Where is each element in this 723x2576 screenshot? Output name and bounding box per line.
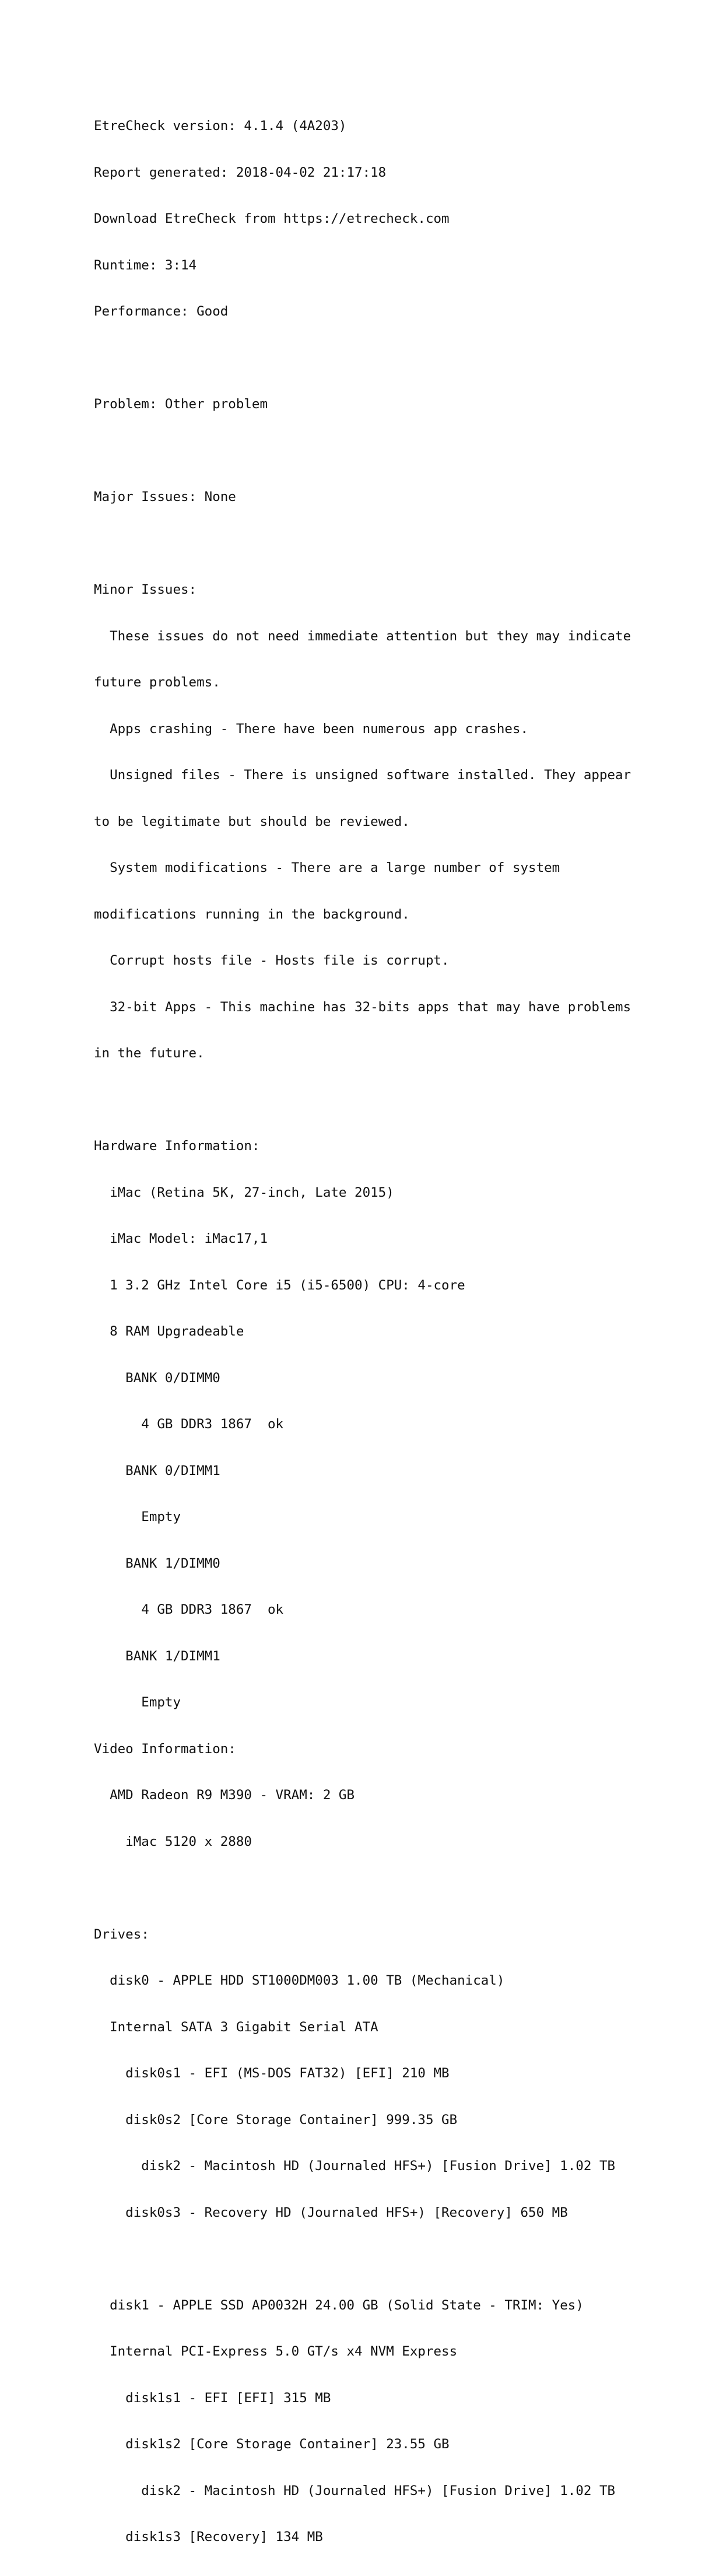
drive-partition: disk0s1 - EFI (MS-DOS FAT32) [EFI] 210 MB	[94, 2066, 450, 2081]
report-line-performance: Performance: Good	[94, 304, 229, 319]
minor-issue-32bit-apps: 32-bit Apps - This machine has 32-bits apps that may have problems	[94, 999, 631, 1015]
blank-line	[94, 1880, 689, 1896]
minor-issue-unsigned-files-cont: to be legitimate but should be reviewed.	[94, 814, 410, 829]
ram-bank-label: BANK 1/DIMM0	[94, 1555, 220, 1571]
drive-interface: Internal PCI-Express 5.0 GT/s x4 NVM Express	[94, 2344, 458, 2359]
ram-bank-value: 4 GB DDR3 1867 ok	[94, 1602, 284, 1617]
hardware-cpu: 1 3.2 GHz Intel Core i5 (i5-6500) CPU: 4-core	[94, 1277, 465, 1293]
blank-line	[94, 536, 689, 552]
report-line-problem: Problem: Other problem	[94, 397, 268, 412]
ram-bank-value: Empty	[94, 1509, 181, 1524]
video-gpu: AMD Radeon R9 M390 - VRAM: 2 GB	[94, 1788, 355, 1803]
minor-issue-32bit-apps-cont: in the future.	[94, 1046, 205, 1061]
minor-issue-unsigned-files: Unsigned files - There is unsigned software installed. They appear	[94, 767, 631, 783]
report-line-version: EtreCheck version: 4.1.4 (4A203)	[94, 118, 347, 134]
ram-bank-label: BANK 1/DIMM1	[94, 1648, 220, 1664]
video-heading: Video Information:	[94, 1741, 236, 1757]
drive-partition: disk1s1 - EFI [EFI] 315 MB	[94, 2390, 331, 2406]
minor-issues-intro: These issues do not need immediate attention but they may indicate	[94, 628, 631, 644]
drive-partition: disk1s2 [Core Storage Container] 23.55 GB	[94, 2437, 450, 2452]
ram-bank-label: BANK 0/DIMM1	[94, 1463, 220, 1478]
blank-line	[94, 1092, 689, 1108]
ram-bank-value: Empty	[94, 1695, 181, 1710]
minor-issue-system-modifications-cont: modifications running in the background.	[94, 906, 410, 922]
report-line-download: Download EtreCheck from https://etrecheck.com	[94, 211, 450, 226]
minor-issues-intro-cont: future problems.	[94, 675, 220, 690]
ram-bank-value: 4 GB DDR3 1867 ok	[94, 1417, 284, 1432]
report-line-runtime: Runtime: 3:14	[94, 257, 197, 273]
minor-issues-heading: Minor Issues:	[94, 582, 197, 597]
report-line-generated: Report generated: 2018-04-02 21:17:18	[94, 164, 387, 180]
drive-interface: Internal SATA 3 Gigabit Serial ATA	[94, 2019, 378, 2035]
blank-line	[94, 351, 689, 366]
drive-partition: disk0s3 - Recovery HD (Journaled HFS+) [Recovery] 650 MB	[94, 2205, 568, 2220]
drive-partition: disk0s2 [Core Storage Container] 999.35 GB	[94, 2112, 458, 2128]
drive-entry: disk1 - APPLE SSD AP0032H 24.00 GB (Solid State - TRIM: Yes)	[94, 2297, 584, 2313]
drive-partition: disk1s3 [Recovery] 134 MB	[94, 2529, 323, 2545]
blank-line	[94, 443, 689, 459]
drive-entry: disk0 - APPLE HDD ST1000DM003 1.00 TB (Mechanical)	[94, 1973, 505, 1988]
minor-issue-apps-crashing: Apps crashing - There have been numerous app crashes.	[94, 721, 529, 737]
video-display: iMac 5120 x 2880	[94, 1834, 252, 1849]
drive-volume: disk2 - Macintosh HD (Journaled HFS+) [Fusion Drive] 1.02 TB	[94, 2158, 616, 2174]
etrecheck-report	[94, 87, 689, 2576]
hardware-ram: 8 RAM Upgradeable	[94, 1324, 244, 1339]
report-line-major-issues: Major Issues: None	[94, 489, 236, 504]
drive-volume: disk2 - Macintosh HD (Journaled HFS+) [Fusion Drive] 1.02 TB	[94, 2483, 616, 2498]
drives-heading: Drives:	[94, 1926, 149, 1942]
minor-issue-corrupt-hosts: Corrupt hosts file - Hosts file is corrupt.	[94, 953, 450, 968]
hardware-heading: Hardware Information:	[94, 1138, 260, 1154]
minor-issue-system-modifications: System modifications - There are a large number of system	[94, 860, 560, 875]
ram-bank-label: BANK 0/DIMM0	[94, 1370, 220, 1386]
hardware-model-name: iMac (Retina 5K, 27-inch, Late 2015)	[94, 1184, 394, 1200]
blank-line	[94, 2251, 689, 2267]
hardware-model-id: iMac Model: iMac17,1	[94, 1231, 268, 1246]
